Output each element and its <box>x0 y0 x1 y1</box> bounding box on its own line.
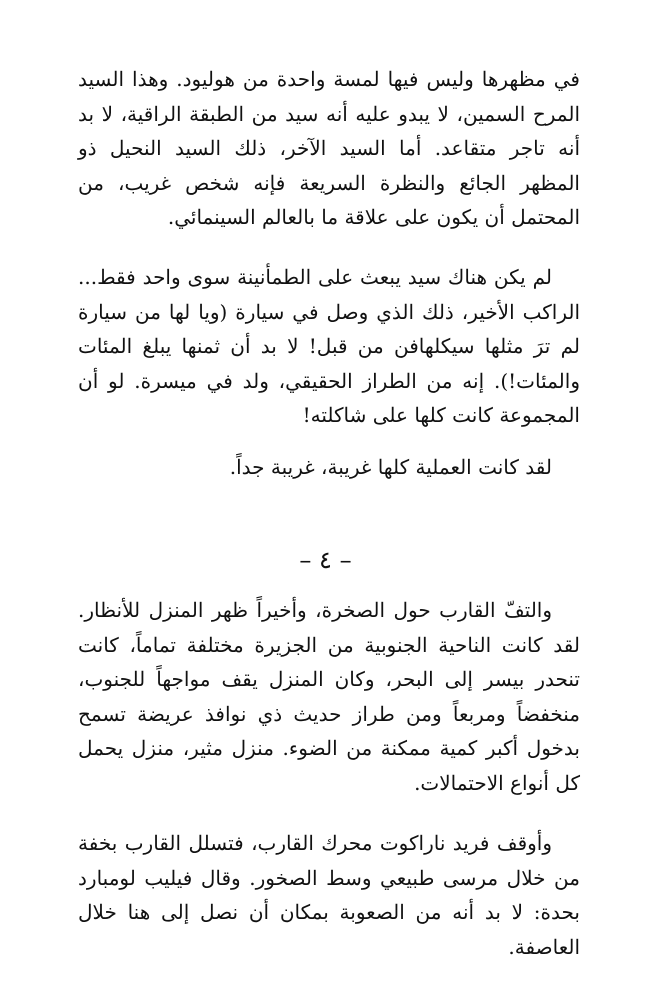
paragraph-house-appears: والتفّ القارب حول الصخرة، وأخيراً ظهر المنزل للأنظار. لقد كانت الناحية الجنوبية من الجزيرة مختلفة تماماً، كانت تنحدر بيسر إلى البحر، وكان المنزل يقف مواجهاً للجنوب، منخفضاً ومربعاً ومن طراز حديث ذي نوافذ عريضة تسمح بدخول أكبر كمية ممكنة من الضوء. منزل مثير، منزل يحمل كل أنواع الاحتمالات. <box>78 598 580 795</box>
paragraph-continued: في مظهرها وليس فيها لمسة واحدة من هوليود. وهذا السيد المرح السمين، لا يبدو عليه أنه سيد من الطبقة الراقية، لا بد أنه تاجر متقاعد. أما السيد الآخر، ذلك السيد النحيل ذو المظهر الجائع والنظرة السريعة فإنه شخص غريب، من المحتمل أن يكون على علاقة ما بالعالم السينمائي. <box>78 67 581 229</box>
paragraph-boat-docking: وأوقف فريد ناراكوت محرك القارب، فتسلل القارب بخفة من خلال مرسى طبيعي وسط الصخور. وقال فيليب لومبارد بحدة: لا بد أنه من الصعوبة بمكان أن نصل إلى هنا خلال العاصفة. <box>78 831 580 959</box>
paragraph-strange-operation: لقد كانت العملية كلها غريبة، غريبة جداً. <box>229 455 552 479</box>
chapter-number: – ٤ – <box>299 546 352 574</box>
paragraph-reassuring-passenger: لم يكن هناك سيد يبعث على الطمأنينة سوى واحد فقط... الراكب الأخير، ذلك الذي وصل في سيارة (ويا لها من سيارة لم ترَ مثلها سيكلهافن من قبل! لا بد أن ثمنها يبلغ المئات والمئات!). إنه من الطراز الحقيقي، ولد في ميسرة. لو أن المجموعة كانت كلها على شاكلته! <box>78 265 580 427</box>
